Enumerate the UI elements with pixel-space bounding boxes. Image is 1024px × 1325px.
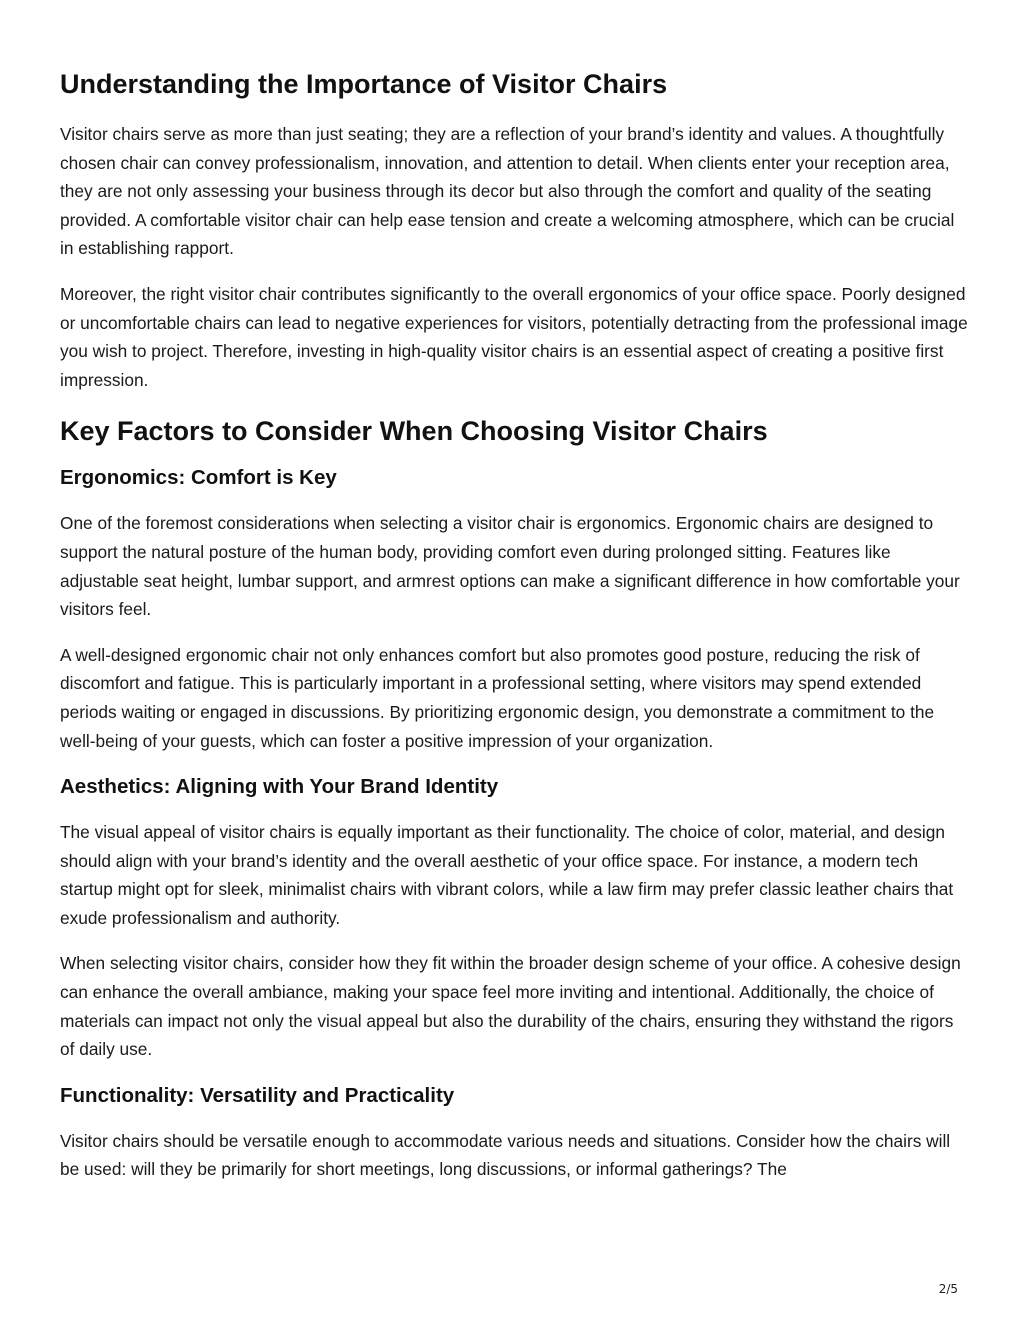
- subsection-aesthetics: [60, 772, 972, 1064]
- paragraph: Visitor chairs should be versatile enough to accommodate various needs and situations. Consider how the chairs will be used: will they be primarily for short meetings, long discussions, or informal gatherings? The: [60, 1130, 951, 1180]
- paragraph: One of the foremost considerations when selecting a visitor chair is ergonomics. Ergonomic chairs are designed to support the natural posture of the human body, providing comfort even during prolonged sitting. Features like adjustable seat height, lumbar support, and armrest options can make a significant difference in how comfortable your visitors feel.: [60, 513, 960, 620]
- subsection-functionality: [60, 1081, 972, 1184]
- document-page: [60, 64, 972, 1201]
- paragraph: Visitor chairs serve as more than just seating; they are a reflection of your brand’s identity and values. A thoughtfully chosen chair can convey professionalism, innovation, and attention to detail. When clients enter your reception area, they are not only assessing your business through its decor but also through the comfort and quality of the seating provided. A comfortable visitor chair can help ease tension and create a welcoming atmosphere, which can be crucial in establishing rapport.: [60, 124, 955, 259]
- paragraph: Moreover, the right visitor chair contributes significantly to the overall ergonomics of your office space. Poorly designed or uncomfortable chairs can lead to negative experiences for visitors, potentially detracting from the professional image you wish to project. Therefore, investing in high-quality visitor chairs is an essential aspect of creating a positive first impression.: [60, 283, 968, 390]
- subsection-heading: Aesthetics: Aligning with Your Brand Identity: [60, 775, 499, 799]
- subsection-ergonomics: [60, 463, 972, 755]
- section-heading: Understanding the Importance of Visitor Chairs: [60, 69, 668, 99]
- subsection-heading: Ergonomics: Comfort is Key: [60, 466, 337, 490]
- subsection-heading: Functionality: Versatility and Practicality: [60, 1083, 455, 1107]
- paragraph: When selecting visitor chairs, consider how they fit within the broader design scheme of your office. A cohesive design can enhance the overall ambiance, making your space feel more inviting and intentional. Additionally, the choice of materials can impact not only the visual appeal but also the durability of the chairs, ensuring they withstand the rigors of daily use.: [60, 953, 961, 1060]
- paragraph: A well-designed ergonomic chair not only enhances comfort but also promotes good posture, reducing the risk of discomfort and fatigue. This is particularly important in a professional setting, where visitors may spend extended periods waiting or engaged in discussions. By prioritizing ergonomic design, you demonstrate a commitment to the well-being of your guests, which can foster a positive impression of your organization.: [60, 644, 935, 751]
- section-importance: [60, 64, 972, 394]
- page-number: 2/5: [938, 1282, 958, 1296]
- section-heading: Key Factors to Consider When Choosing Visitor Chairs: [60, 416, 768, 447]
- section-key-factors: [60, 411, 972, 1184]
- paragraph: The visual appeal of visitor chairs is equally important as their functionality. The choice of color, material, and design should align with your brand’s identity and the overall aesthetic of your office space. For instance, a modern tech startup might opt for sleek, minimalist chairs with vibrant colors, while a law firm may prefer classic leather chairs that exude professionalism and authority.: [60, 822, 954, 928]
